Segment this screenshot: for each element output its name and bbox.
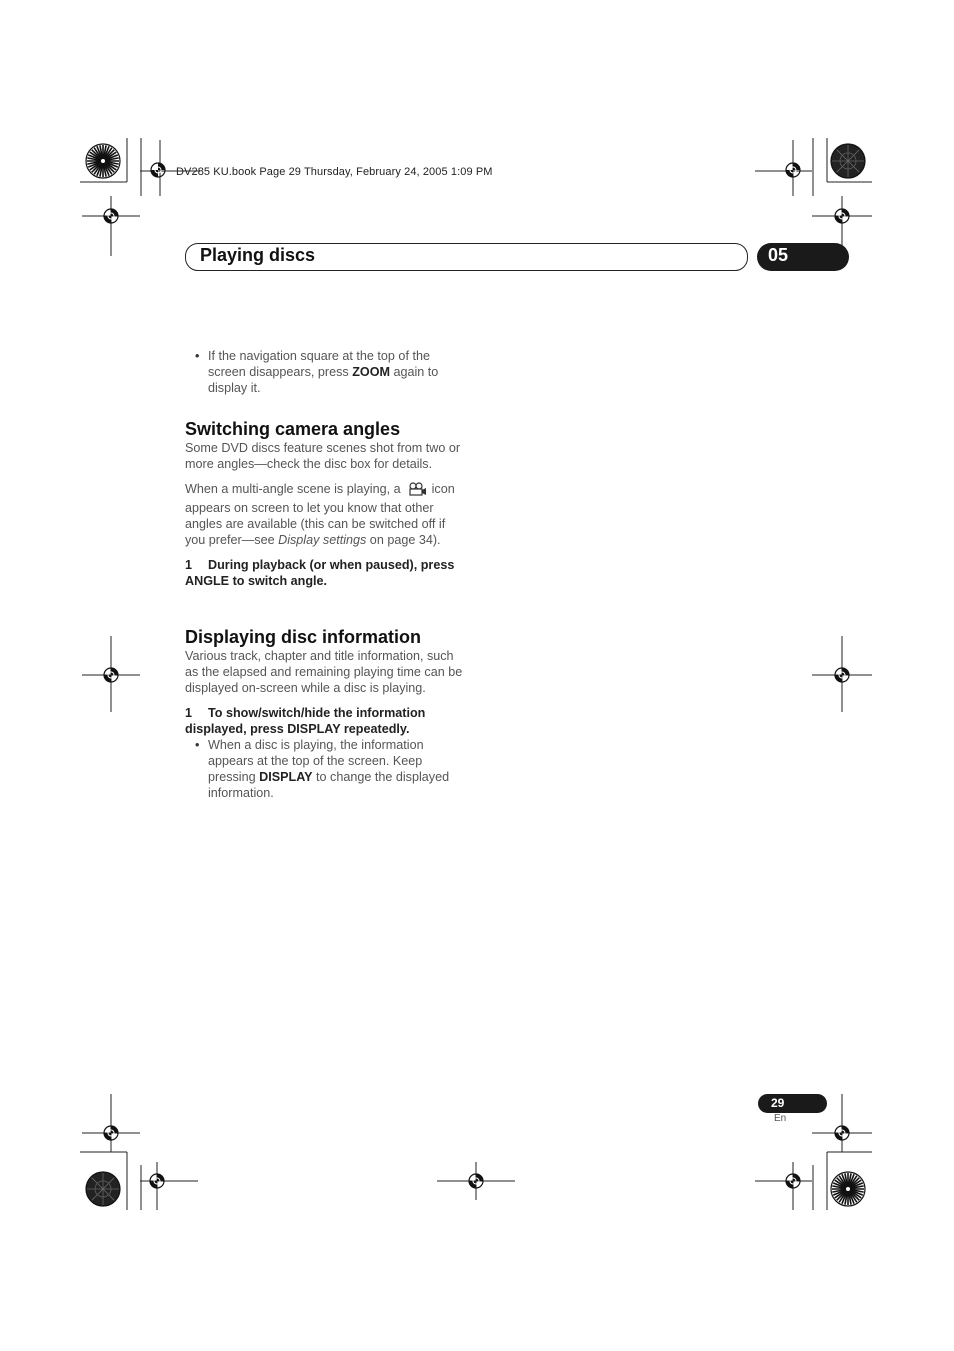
section-disc-information [185, 626, 465, 801]
intro-text-1: If the navigation square at the top of the screen disappears, press [208, 349, 430, 379]
section-heading: Switching camera angles [185, 419, 401, 439]
intro-bullet: • If the navigation square at the top of the screen disappears, press ZOOM again to display it. [195, 349, 439, 395]
registration-mark-icon [835, 668, 849, 682]
paragraph: Various track, chapter and title information, such as the elapsed and remaining playing time can be displayed on-screen while a disc is playing. [185, 649, 463, 695]
paragraph: When a multi-angle scene is playing, a icon appears on screen to let you know that other angles are available (this can be switched off if you prefer—see Display settings on page 34). [185, 482, 455, 547]
registration-mark-icon [150, 1174, 164, 1188]
registration-mark-icon [104, 668, 118, 682]
section-heading: Displaying disc information [185, 627, 422, 647]
registration-mark-icon [151, 163, 165, 177]
section-camera-angles [185, 418, 465, 589]
page-number-badge [758, 1094, 827, 1113]
display-settings-ref: Display settings [278, 533, 367, 547]
zoom-key: ZOOM [352, 365, 390, 379]
color-wheel-icon [86, 144, 120, 178]
step: 1 During playback (or when paused), press ANGLE to switch angle. [185, 558, 455, 588]
color-wheel-icon [831, 1172, 865, 1206]
color-wheel-icon [831, 144, 865, 178]
chapter-number: 05 [768, 245, 789, 265]
language-label: En [774, 1113, 787, 1124]
chapter-badge [757, 243, 849, 271]
chapter-header [185, 243, 748, 271]
page-number: 29 [771, 1096, 785, 1110]
registration-mark-icon [104, 1126, 118, 1140]
step: 1 To show/switch/hide the information displayed, press DISPLAY repeatedly. [185, 706, 426, 736]
registration-mark-icon [469, 1174, 483, 1188]
registration-mark-icon [786, 1174, 800, 1188]
registration-mark-icon [104, 209, 118, 223]
registration-mark-icon [835, 1126, 849, 1140]
paragraph: Some DVD discs feature scenes shot from two or more angles—check the disc box for details. [185, 441, 461, 471]
header-title: Playing discs [200, 245, 316, 265]
display-key: DISPLAY [259, 770, 313, 784]
step-bullet: • When a disc is playing, the information appears at the top of the screen. Keep pressing DISPLAY to change the displayed information. [195, 738, 450, 800]
intro-text-2: again to display it. [208, 365, 439, 395]
print-meta: DV285 KU.book Page 29 Thursday, February 24, 2005 1:09 PM [176, 166, 493, 178]
registration-mark-icon [835, 209, 849, 223]
registration-mark-icon [786, 163, 800, 177]
camera-angle-icon [408, 482, 428, 500]
color-wheel-icon [86, 1172, 120, 1206]
